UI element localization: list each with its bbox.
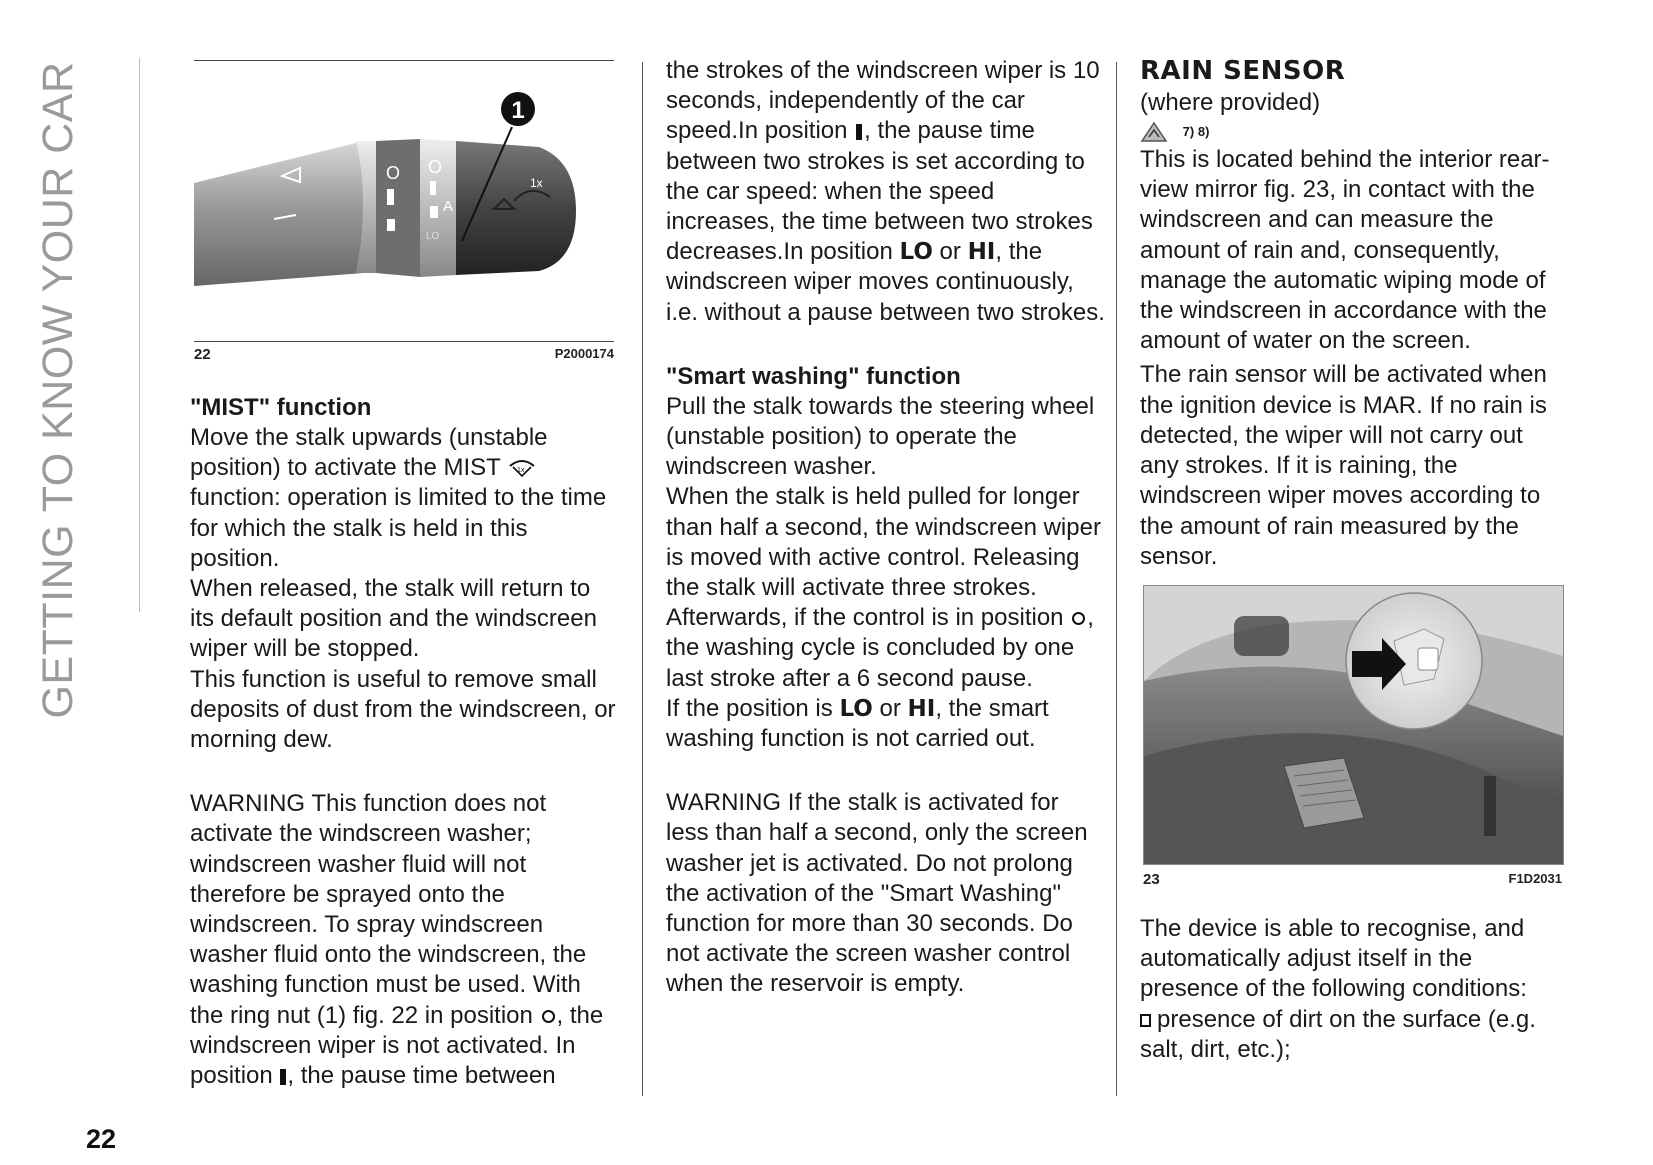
paragraph: [666, 603, 1106, 694]
wiper-stalk-illustration: [194, 61, 614, 341]
bullet-square-icon: [1140, 1014, 1151, 1027]
column-3-lower: [1140, 914, 1560, 1065]
figure-bottom-rule: [194, 341, 614, 342]
paragraph: The device is able to recognise, and automatically adjust itself in the presence of the following conditions:: [1140, 915, 1527, 1003]
paragraph-text: function: operation is limited to the time for which the stalk is held in this position.: [190, 484, 607, 572]
position-lo-symbol: LO: [426, 231, 440, 242]
position-intermittent-symbol: [280, 1069, 286, 1085]
paragraph-text: , the windscreen wiper moves continuously, i.e. without a pause between two strokes.: [666, 238, 1105, 326]
figure-number: 22: [194, 346, 211, 363]
callout-number: 1: [511, 97, 525, 124]
column-1: [190, 393, 620, 1091]
hi-label: HI: [967, 239, 996, 266]
position-auto-symbol: A: [443, 198, 454, 215]
paragraph: [190, 423, 620, 574]
mist-icon: [507, 458, 537, 480]
position-off-symbol: [542, 1010, 555, 1023]
paragraph: The rain sensor will be activated when the ignition device is MAR. If no rain is detected, the wiper will not carry out any strokes. If it is raining, the windscreen wiper moves according to the amount of rain measured by the sensor.: [1140, 361, 1547, 570]
paragraph-text: the strokes of the windscreen wiper is 10 seconds, independently of the car speed.In position: [666, 57, 1100, 145]
paragraph-text: or: [939, 238, 961, 266]
position-intermittent-symbol: [387, 189, 394, 205]
hi-label: HI: [907, 695, 936, 722]
svg-text:1x: 1x: [517, 466, 525, 474]
mist-function-heading: "MIST" function: [190, 394, 372, 421]
lo-label: LO: [839, 695, 873, 722]
figure-22: [194, 60, 614, 363]
sidebar-section-title: GETTING TO KNOW YOUR CAR: [33, 61, 82, 719]
paragraph-text: , the pause time between two strokes is set according to the car speed: when the speed increases, the time between two strokes decreases.In position: [666, 117, 1093, 266]
warning-paragraph: WARNING If the stalk is activated for less than half a second, only the screen washer jet is activated. Do not prolong the activation of the "Smart Washing" function for more than 30 seconds. Do not activate the screen washer control when the reservoir is empty.: [666, 789, 1088, 998]
warning-text: WARNING This function does not activate the windscreen washer; windscreen washer fluid will not therefore be sprayed onto the windscreen. To spray windscreen washer fluid onto the windscreen, the washing function must be used. With the ring nut (1) fig. 22 in position: [190, 790, 587, 1029]
page-number: 22: [86, 1124, 117, 1154]
bullet-item: [1140, 1005, 1560, 1065]
position-1x-symbol: 1x: [530, 176, 543, 190]
position-off-symbol: [1072, 612, 1085, 625]
figure-number: 23: [1143, 871, 1160, 888]
column-3: [1140, 56, 1560, 572]
paragraph: [666, 56, 1106, 328]
rain-sensor-heading: RAIN SENSOR: [1140, 56, 1346, 86]
figure-23: [1143, 585, 1562, 888]
reference-numbers: 7) 8): [1182, 124, 1210, 140]
paragraph-text: Afterwards, if the control is in position: [666, 604, 1064, 632]
warning-text: , the windscreen wiper is not activated. In position: [190, 1001, 604, 1090]
column-2: [666, 56, 1106, 1000]
paragraph: Pull the stalk towards the steering wheel (unstable position) to operate the windscreen washer.: [666, 392, 1095, 481]
paragraph-text: If the position is: [666, 694, 833, 722]
paragraph-text: , the smart washing function is not carried out.: [666, 694, 1049, 753]
sidebar-rule: [139, 58, 140, 612]
figure-code: F1D2031: [1508, 871, 1562, 886]
paragraph-text: Move the stalk upwards (unstable position) to activate the MIST: [190, 424, 548, 482]
paragraph: This function is useful to remove small deposits of dust from the windscreen, or morning dew.: [190, 665, 616, 754]
warning-paragraph: [190, 789, 620, 1091]
rain-sensor-photo: [1143, 585, 1564, 865]
where-provided-note: (where provided): [1140, 89, 1321, 117]
warning-reference: [1140, 118, 1560, 145]
column-divider: [1116, 62, 1117, 1096]
position-o-symbol: O: [386, 163, 401, 183]
warning-triangle-icon: [1140, 121, 1168, 143]
figure-code: P2000174: [554, 346, 614, 361]
paragraph-text: or: [879, 694, 901, 722]
paragraph: When released, the stalk will return to its default position and the windscreen wiper will be stopped.: [190, 575, 597, 663]
bullet-text: presence of dirt on the surface (e.g. salt, dirt, etc.);: [1140, 1005, 1536, 1063]
paragraph: This is located behind the interior rear-view mirror fig. 23, in contact with the windscreen and can measure the amount of rain and, consequently, manage the automatic wiping mode of the windscreen in accordance with the amount of water on the screen.: [1140, 146, 1550, 355]
paragraph: When the stalk is held pulled for longer than half a second, the windscreen wiper is moved with active control. Releasing the stalk will activate three strokes.: [666, 483, 1101, 602]
column-divider: [642, 62, 643, 1096]
figure-caption: [1143, 871, 1562, 888]
smart-washing-heading: "Smart washing" function: [666, 362, 961, 390]
figure-caption: [194, 346, 614, 363]
svg-text:O: O: [428, 157, 443, 177]
warning-text: , the pause time between: [287, 1062, 556, 1090]
position-intermittent-symbol: [856, 124, 862, 140]
paragraph: [666, 694, 1106, 754]
paragraph-text: , the washing cycle is concluded by one last stroke after a 6 second pause.: [666, 604, 1094, 692]
lo-label: LO: [899, 239, 933, 266]
